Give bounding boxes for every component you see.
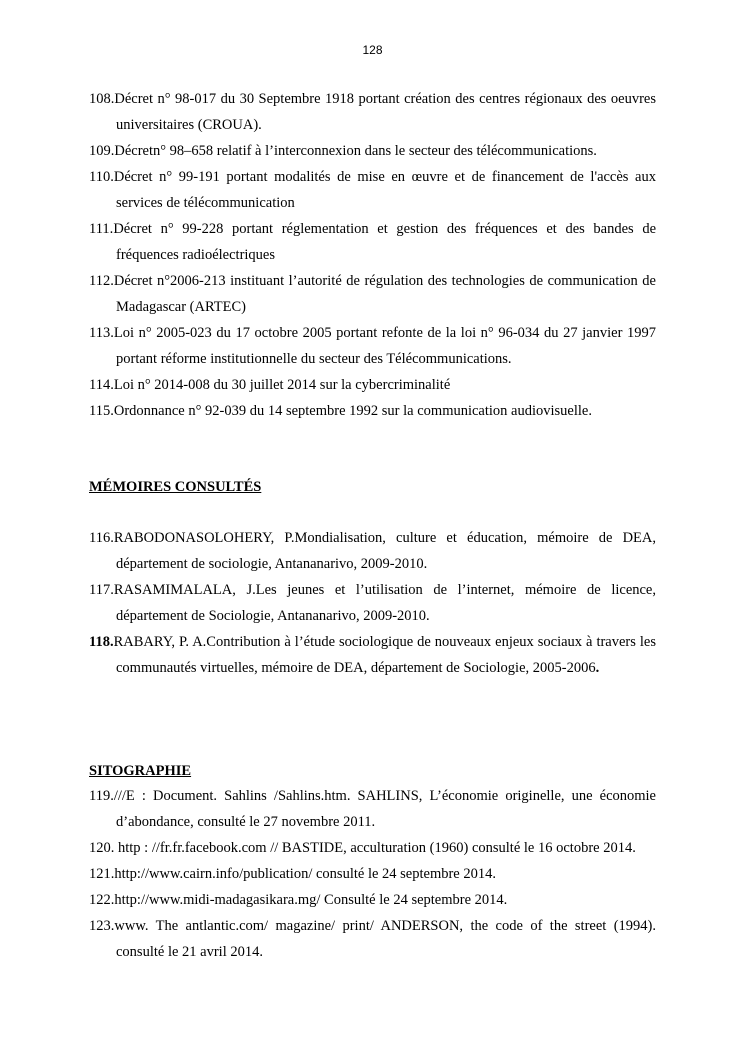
reference-text: Décret n° 98-017 du 30 Septembre 1918 portant création des centres régionaux des oeuvres universitaires (CROUA). bbox=[114, 91, 656, 133]
sitographie-heading: SITOGRAPHIE bbox=[89, 763, 192, 779]
reference-text: www. The antlantic.com/ magazine/ print/ ANDERSON, the code of the street (1994). consulté le 21 avril 2014. bbox=[114, 918, 656, 960]
reference-number: 123. bbox=[89, 918, 115, 934]
reference-text: RABODONASOLOHERY, P.Mondialisation, culture et éducation, mémoire de DEA, département de sociologie, Antananarivo, 2009-2010. bbox=[113, 530, 656, 572]
reference-text: Décret n° 99-228 portant réglementation et gestion des fréquences et des bandes de fréquences radioélectriques bbox=[113, 221, 656, 263]
page-number: 128 bbox=[362, 43, 383, 57]
reference-item bbox=[89, 835, 656, 861]
reference-number: 113. bbox=[89, 325, 114, 341]
reference-text: Loi n° 2005-023 du 17 octobre 2005 portant refonte de la loi n° 96-034 du 27 janvier 1997 portant réforme institutionnelle du secteur des Télécommunications. bbox=[113, 325, 656, 367]
memoires-list bbox=[89, 525, 656, 681]
reference-item bbox=[89, 913, 656, 965]
reference-number: 109. bbox=[89, 143, 115, 159]
reference-number: 117. bbox=[89, 582, 114, 598]
reference-text: Décretn° 98–658 relatif à l’interconnexion dans le secteur des télécommunications. bbox=[114, 143, 597, 159]
reference-item bbox=[89, 268, 656, 320]
reference-item bbox=[89, 783, 656, 835]
reference-item bbox=[89, 320, 656, 372]
reference-number: 115. bbox=[89, 403, 114, 419]
reference-end-punctuation: . bbox=[595, 660, 600, 676]
reference-text: Ordonnance n° 92-039 du 14 septembre 1992 sur la communication audiovisuelle. bbox=[113, 403, 592, 419]
reference-item bbox=[89, 372, 656, 398]
reference-number: 110. bbox=[89, 169, 114, 185]
reference-text: RASAMIMALALA, J.Les jeunes et l’utilisation de l’internet, mémoire de licence, département de Sociologie, Antananarivo, 2009-2010. bbox=[113, 582, 656, 624]
reference-item bbox=[89, 861, 656, 887]
reference-number: 111. bbox=[89, 221, 114, 237]
reference-item bbox=[89, 577, 656, 629]
sitographie-list bbox=[89, 783, 656, 965]
reference-item bbox=[89, 629, 656, 681]
reference-number: 114. bbox=[89, 377, 114, 393]
reference-text: http : //fr.fr.facebook.com // BASTIDE, acculturation (1960) consulté le 16 octobre 2014. bbox=[118, 840, 636, 856]
reference-text: Loi n° 2014-008 du 30 juillet 2014 sur la cybercriminalité bbox=[113, 377, 451, 393]
reference-number: 112. bbox=[89, 273, 114, 289]
reference-text: Décret n° 99-191 portant modalités de mise en œuvre et de financement de l'accès aux services de télécommunication bbox=[113, 169, 656, 211]
reference-text: RABARY, P. A.Contribution à l’étude sociologique de nouveaux enjeux sociaux à travers les communautés virtuelles, mémoire de DEA, département de Sociologie, 2005-2006 bbox=[113, 634, 656, 676]
reference-text: http://www.midi-madagasikara.mg/ Consulté le 24 septembre 2014. bbox=[114, 892, 508, 908]
reference-number: 116. bbox=[89, 530, 114, 546]
reference-item bbox=[89, 398, 656, 424]
reference-number: 121. bbox=[89, 866, 115, 882]
reference-text: Décret n°2006-213 instituant l’autorité de régulation des technologies de communication de Madagascar (ARTEC) bbox=[113, 273, 656, 315]
reference-number: 118. bbox=[89, 634, 114, 650]
reference-item bbox=[89, 525, 656, 577]
legislation-list bbox=[89, 86, 656, 424]
reference-item bbox=[89, 86, 656, 138]
reference-text: ///E : Document. Sahlins /Sahlins.htm. SAHLINS, L’économie originelle, une économie d’abondance, consulté le 27 novembre 2011. bbox=[113, 788, 656, 830]
reference-text: http://www.cairn.info/publication/ consulté le 24 septembre 2014. bbox=[114, 866, 496, 882]
reference-number: 108. bbox=[89, 91, 115, 107]
memoires-heading: MÉMOIRES CONSULTÉS bbox=[89, 479, 262, 495]
reference-number: 122. bbox=[89, 892, 115, 908]
reference-item bbox=[89, 164, 656, 216]
reference-item bbox=[89, 138, 656, 164]
reference-number: 120. bbox=[89, 840, 118, 856]
reference-number: 119. bbox=[89, 788, 114, 804]
reference-item bbox=[89, 887, 656, 913]
reference-item bbox=[89, 216, 656, 268]
